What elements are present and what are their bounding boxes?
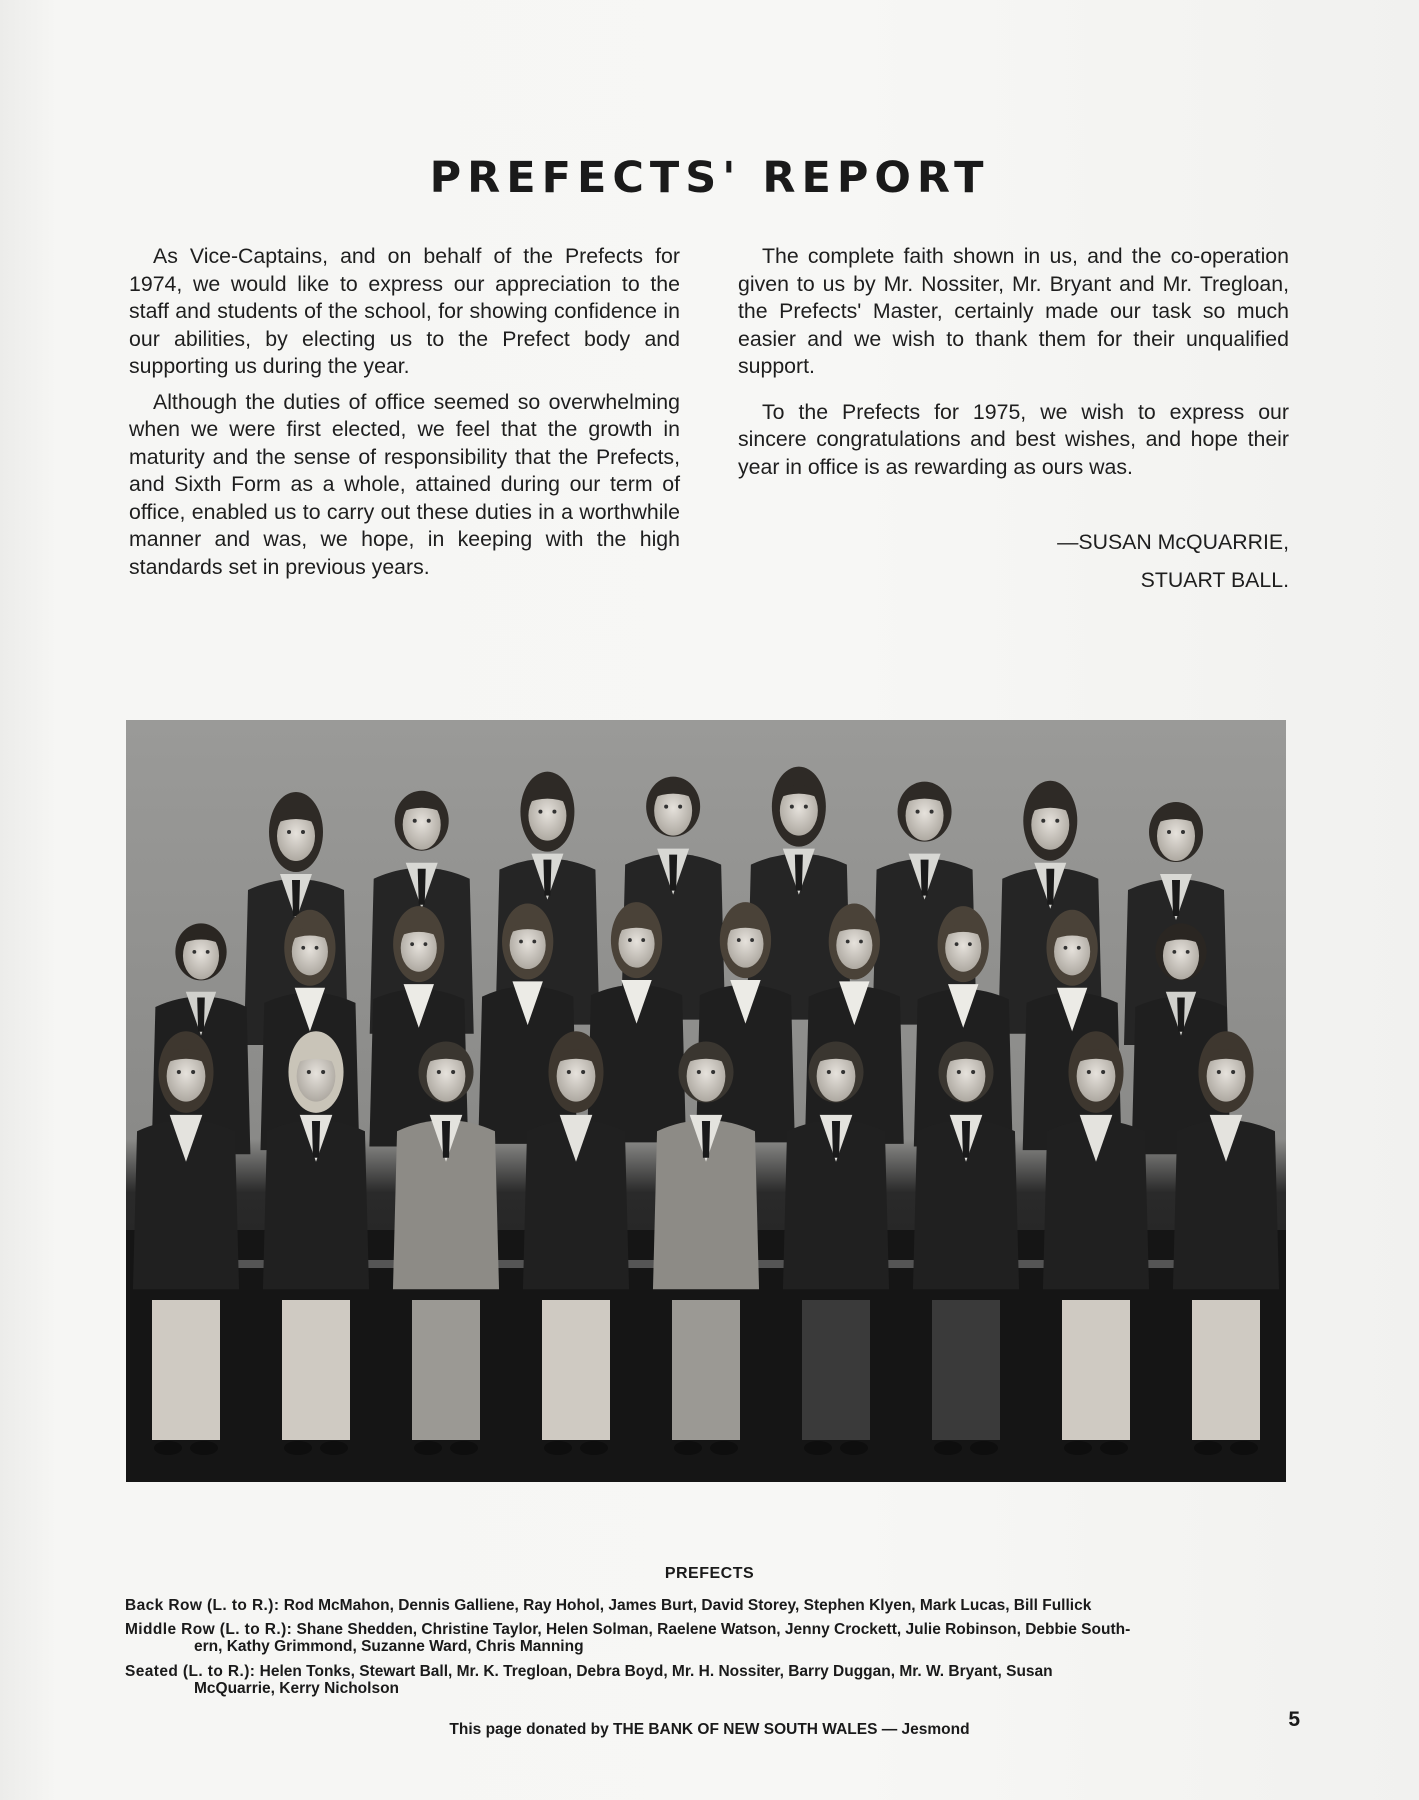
seated-legs	[152, 1300, 220, 1440]
shoe	[804, 1441, 832, 1455]
donation-footer: This page donated by THE BANK OF NEW SOUTH WALES — Jesmond	[449, 1721, 970, 1738]
seated-legs	[282, 1300, 350, 1440]
group-photo	[126, 720, 1286, 1482]
signature-stuart: STUART BALL.	[1140, 567, 1289, 592]
shoe	[710, 1441, 738, 1455]
shoe	[674, 1441, 702, 1455]
caption-seated-row-names: Helen Tonks, Stewart Ball, Mr. K. Tregloan, Debra Boyd, Mr. H. Nossiter, Barry Duggan, Mr. W. Bryant, Susan	[259, 1663, 1053, 1680]
shoe	[580, 1441, 608, 1455]
caption-back-row-label: Back Row (L. to R.):	[125, 1597, 280, 1614]
caption-middle-row-label: Middle Row (L. to R.):	[125, 1621, 293, 1638]
left-column	[129, 243, 680, 589]
signature-susan: —SUSAN McQUARRIE,	[1057, 530, 1289, 554]
shoe	[284, 1441, 312, 1455]
shoe	[840, 1441, 868, 1455]
shoe	[190, 1441, 218, 1455]
report-paragraph: To the Prefects for 1975, we wish to express our sincere congratulations and best wishes, and hope their year in office is as rewarding as ours was.	[738, 399, 1289, 479]
shoe	[414, 1441, 442, 1455]
seated-legs	[542, 1300, 610, 1440]
seated-legs	[932, 1300, 1000, 1440]
shoe	[970, 1441, 998, 1455]
shoe	[320, 1441, 348, 1455]
caption-seated-row-label: Seated (L. to R.):	[125, 1663, 256, 1680]
shoe	[1100, 1441, 1128, 1455]
shoe	[1064, 1441, 1092, 1455]
shoe	[1194, 1441, 1222, 1455]
shoe	[934, 1441, 962, 1455]
caption-seated-row	[125, 1663, 1290, 1697]
right-column	[738, 243, 1289, 602]
shoe	[450, 1441, 478, 1455]
caption-middle-row-names-cont: ern, Kathy Grimmond, Suzanne Ward, Chris Manning	[194, 1638, 584, 1655]
caption-middle-row	[125, 1621, 1290, 1655]
seated-legs	[672, 1300, 740, 1440]
caption-seated-row-names-cont: McQuarrie, Kerry Nicholson	[194, 1680, 400, 1697]
group-photo-illustration	[126, 720, 1286, 1482]
seated-legs	[1192, 1300, 1260, 1440]
page-number: 5	[1288, 1708, 1300, 1731]
shoe	[1230, 1441, 1258, 1455]
seated-legs	[802, 1300, 870, 1440]
caption-title: PREFECTS	[664, 1565, 755, 1582]
report-paragraph: As Vice-Captains, and on behalf of the Prefects for 1974, we would like to express our appreciation to the staff and students of the school, for showing confidence in our abilities, by electing us to the Prefect body and supporting us during the year.	[129, 244, 680, 378]
caption-back-row	[125, 1597, 1290, 1614]
seated-legs	[1062, 1300, 1130, 1440]
page-title: PREFECTS' REPORT	[429, 152, 990, 203]
caption-back-row-names: Rod McMahon, Dennis Galliene, Ray Hohol, James Burt, David Storey, Stephen Klyen, Mark Lucas, Bill Fullick	[283, 1597, 1092, 1614]
shoe	[154, 1441, 182, 1455]
report-paragraph: The complete faith shown in us, and the co-operation given to us by Mr. Nossiter, Mr. Bryant and Mr. Tregloan, the Prefects' Master, certainly made our task so much easier and we wish to thank them for their unqualified support.	[738, 244, 1289, 378]
report-paragraph: Although the duties of office seemed so overwhelming when we were first elected, we feel that the growth in maturity and the sense of responsibility that the Prefects, and Sixth Form as a whole, attained during our term of office, enabled us to carry out these duties in a worthwhile manner and was, we hope, in keeping with the high standards set in previous years.	[129, 389, 680, 579]
shoe	[544, 1441, 572, 1455]
seated-legs	[412, 1300, 480, 1440]
caption-middle-row-names: Shane Shedden, Christine Taylor, Helen Solman, Raelene Watson, Jenny Crockett, Julie Robinson, Debbie South-	[296, 1621, 1131, 1638]
